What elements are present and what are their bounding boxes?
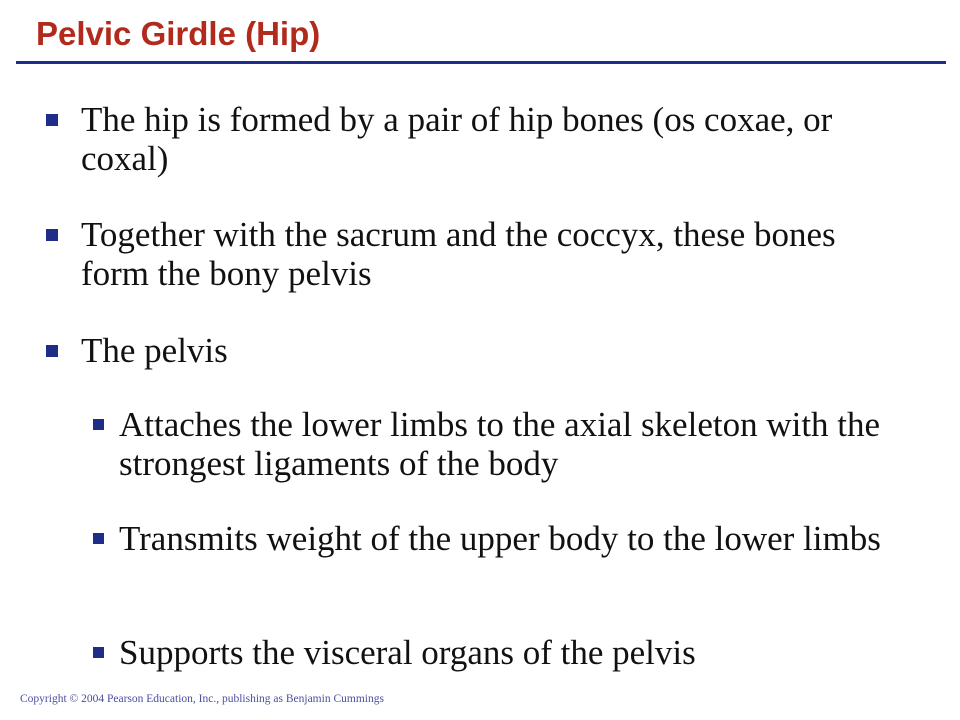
- title-divider: [16, 61, 946, 64]
- sub-bullet-text: Attaches the lower limbs to the axial skeleton with the strongest ligaments of the body: [119, 405, 881, 483]
- slide-title: Pelvic Girdle (Hip): [36, 15, 321, 52]
- sub-bullet-text: Transmits weight of the upper body to the lower limbs: [119, 519, 881, 558]
- bullet-item: [42, 331, 902, 370]
- square-bullet-icon: [93, 533, 104, 544]
- square-bullet-icon: [46, 229, 58, 241]
- sub-bullet-item: [90, 405, 920, 483]
- bullet-text: Together with the sacrum and the coccyx, these bones form the bony pelvis: [81, 215, 836, 293]
- copyright-notice: Copyright © 2004 Pearson Education, Inc., publishing as Benjamin Cummings: [20, 693, 384, 705]
- bullet-text: The hip is formed by a pair of hip bones (os coxae, or coxal): [81, 100, 833, 178]
- bullet-item: [42, 215, 902, 293]
- square-bullet-icon: [93, 647, 104, 658]
- square-bullet-icon: [46, 345, 58, 357]
- square-bullet-icon: [93, 419, 104, 430]
- sub-bullet-item: [90, 633, 920, 672]
- bullet-text: The pelvis: [81, 331, 228, 370]
- sub-bullet-text: Supports the visceral organs of the pelvis: [119, 633, 696, 672]
- square-bullet-icon: [46, 114, 58, 126]
- bullet-item: [42, 100, 902, 178]
- sub-bullet-item: [90, 519, 920, 558]
